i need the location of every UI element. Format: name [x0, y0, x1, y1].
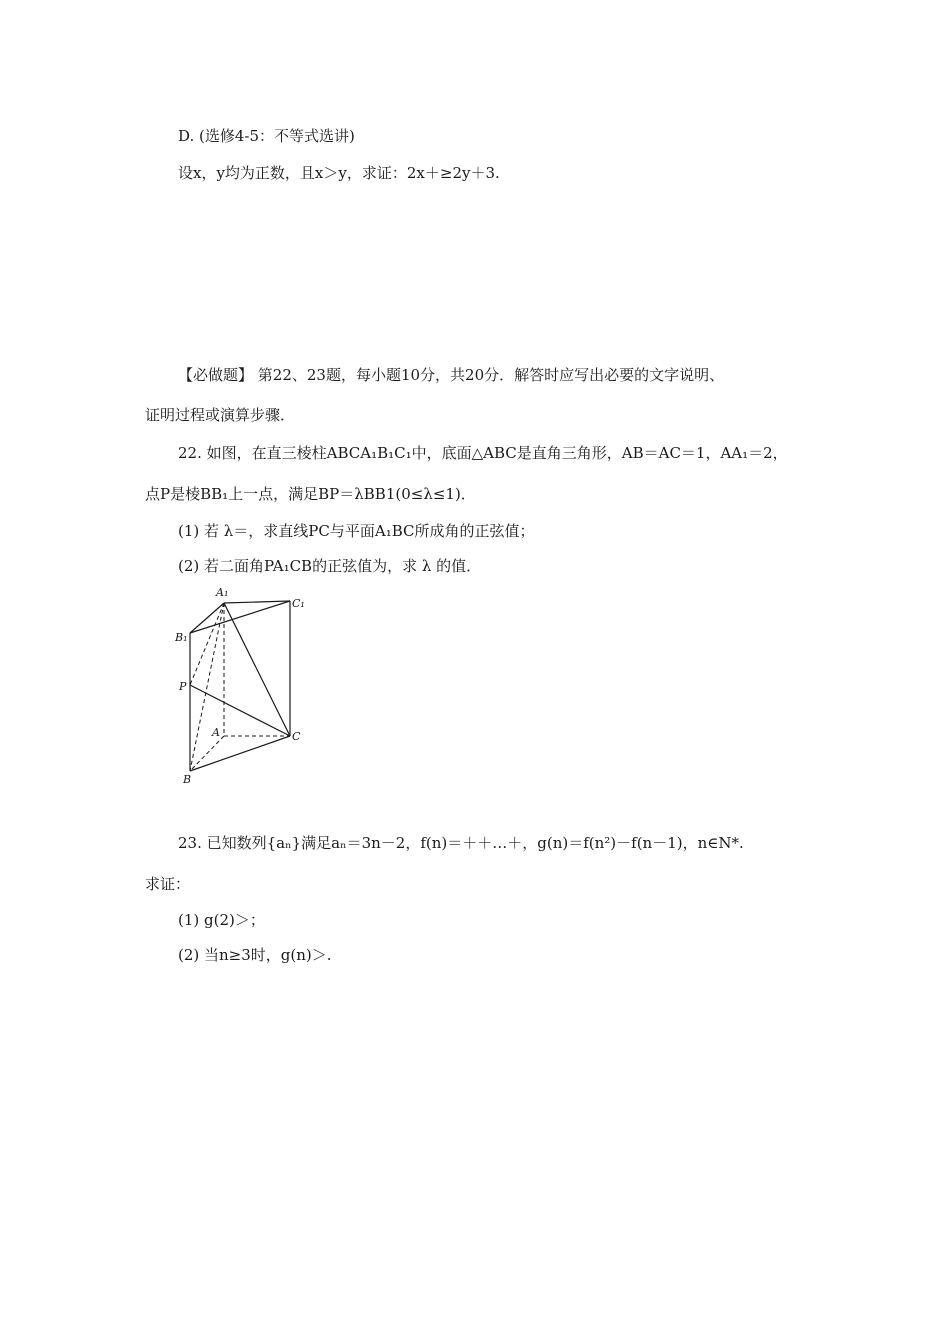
- q22-line2: 点P是棱BB₁上一点，满足BP＝λBB1(0≤λ≤1)．: [145, 485, 476, 503]
- prism-figure: [170, 583, 320, 788]
- label-c1: C₁: [292, 597, 305, 610]
- label-a: A: [212, 726, 220, 739]
- q23-part1: (1) g(2)＞；: [178, 911, 265, 929]
- q23-part2: (2) 当n≥3时，g(n)＞.: [178, 946, 332, 964]
- label-p: P: [179, 680, 187, 693]
- required-intro-text: 第22、23题，每小题10分，共20分．解答时应写出必要的文字说明、: [253, 366, 725, 384]
- label-c: C: [292, 730, 301, 743]
- label-a1: A₁: [216, 586, 229, 599]
- section-d-problem: 设x，y均为正数，且x＞y，求证：2x＋≥2y＋3.: [178, 164, 500, 182]
- required-heading: 【必做题】: [178, 366, 254, 384]
- label-b: B: [183, 773, 192, 786]
- label-b1: B₁: [175, 631, 188, 644]
- q23-line2: 求证：: [145, 875, 191, 893]
- required-intro: [178, 365, 724, 385]
- required-intro-cont: 证明过程或演算步骤．: [145, 406, 296, 424]
- q23-line1: 23. 已知数列{aₙ}满足aₙ＝3n－2，f(n)＝＋＋…＋，g(n)＝f(n²)－f(n－1)，n∈N*.: [178, 834, 744, 852]
- q22-part2: (2) 若二面角PA₁CB的正弦值为，求 λ 的值．: [178, 557, 482, 575]
- section-d-title: D. (选修4-5：不等式选讲): [178, 127, 355, 145]
- q22-line1: 22. 如图，在直三棱柱ABCA₁B₁C₁中，底面△ABC是直角三角形，AB＝AC＝1，AA₁＝2，: [178, 444, 788, 462]
- q22-part1: (1) 若 λ＝，求直线PC与平面A₁BC所成角的正弦值；: [178, 522, 535, 540]
